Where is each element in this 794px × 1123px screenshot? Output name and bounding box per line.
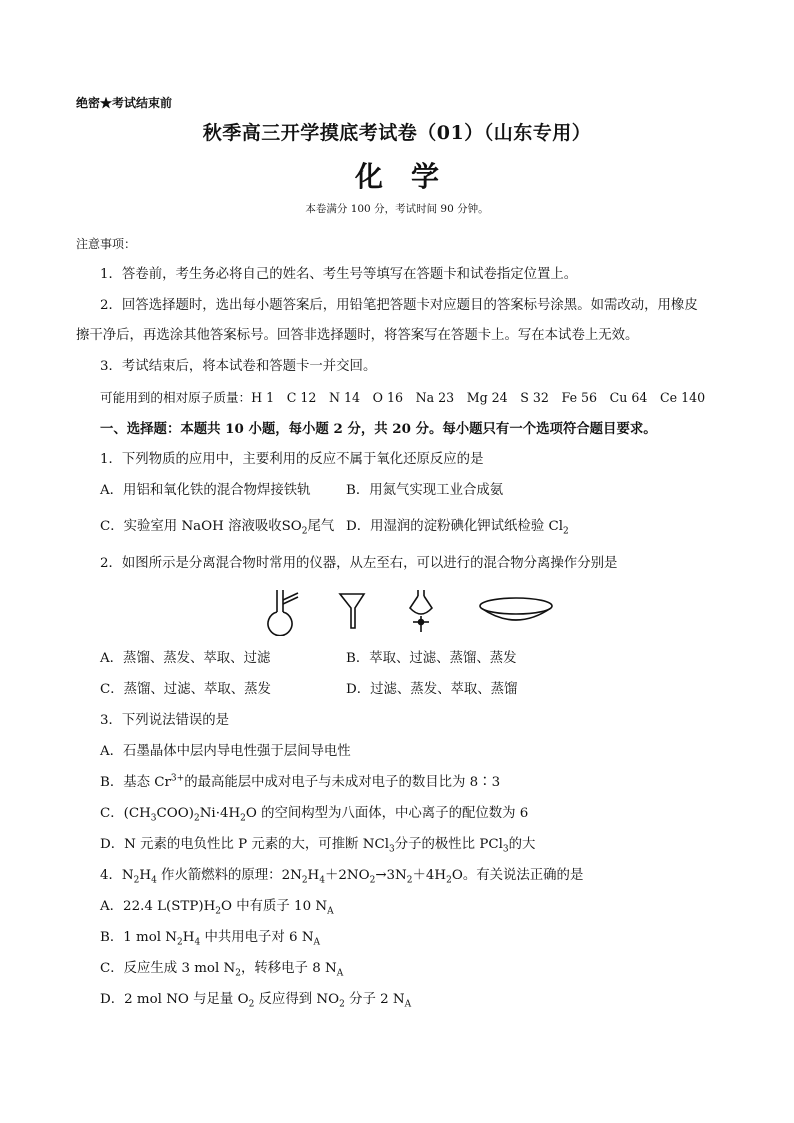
q4-option-d xyxy=(100,991,411,1009)
q4-stem xyxy=(100,867,583,885)
q4-c-t1: C．反应生成 3 mol N xyxy=(100,961,236,976)
q1-option-d xyxy=(346,518,569,536)
top-secret-label: 绝密★考试结束前 xyxy=(76,96,173,110)
q4-t6: →3N xyxy=(375,868,407,883)
q4-t3: 作火箭燃料的原理：2N xyxy=(156,868,302,883)
q1-c-text-end: 尾气 xyxy=(307,519,335,534)
q4-t5: ＋2NO xyxy=(324,868,370,883)
q4-d-s1: 2 xyxy=(248,999,255,1010)
exam-title: 秋季高三开学摸底考试卷（01）（山东专用） xyxy=(202,122,592,144)
q4-a-s1: 2 xyxy=(215,906,221,917)
q3-c-t1: C．(CH xyxy=(100,806,151,821)
q1-c-sub: 2 xyxy=(301,526,308,537)
q3-option-d xyxy=(100,836,535,854)
q4-t8: O。有关说法正确的是 xyxy=(451,868,584,883)
q3-stem: 3．下列说法错误的是 xyxy=(100,713,230,728)
apparatus-figure xyxy=(0,588,794,636)
q4-option-a xyxy=(100,898,334,916)
q1-option-b: B．用氮气实现工业合成氨 xyxy=(346,483,504,498)
subject-char-1: 化 xyxy=(354,160,383,193)
q4-d-s2: 2 xyxy=(339,999,345,1010)
distillation-flask-icon xyxy=(268,590,298,636)
q1-option-c xyxy=(100,518,334,536)
q1-d-sub: 2 xyxy=(563,526,569,537)
q4-d-t2: 反应得到 NO xyxy=(254,992,340,1007)
q4-option-c xyxy=(100,960,343,978)
q3-d-s1: 3 xyxy=(388,844,395,855)
notice-item-1: 1．答卷前，考生务必将自己的姓名、考生号等填写在答题卡和试卷指定位置上。 xyxy=(100,267,578,282)
q4-s6: 2 xyxy=(406,875,413,886)
q3-d-t2: 分子的极性比 PCl xyxy=(394,837,503,852)
q3-option-a: A．石墨晶体中层内导电性强于层间导电性 xyxy=(100,744,351,759)
q3-d-t1: D．N 元素的电负性比 P 元素的大，可推断 NCl xyxy=(100,837,389,852)
q3-c-s1: 3 xyxy=(150,813,157,824)
q4-d-t3: 分子 2 N xyxy=(344,992,405,1007)
q4-s4: 4 xyxy=(319,875,325,886)
section-1-heading: 一、选择题：本题共 10 小题，每小题 2 分，共 20 分。每小题只有一个选项符合题目要求。 xyxy=(100,421,657,437)
q3-c-t3: Ni·4H xyxy=(199,806,241,821)
q3-d-s2: 3 xyxy=(502,844,509,855)
q3-b-text-end: 的最高能层中成对电子与未成对电子的数目比为 8∶3 xyxy=(184,775,501,790)
subject-title xyxy=(0,160,794,194)
q4-d-t1: D．2 mol NO 与足量 O xyxy=(100,992,249,1007)
q1-d-text: D．用湿润的淀粉碘化钾试纸检验 Cl xyxy=(346,519,563,534)
q4-d-s3: A xyxy=(404,999,412,1010)
q3-d-t3: 的大 xyxy=(508,837,536,852)
q3-b-sup: 3+ xyxy=(170,773,185,784)
q4-b-s3: A xyxy=(313,937,321,948)
q3-c-t2: COO) xyxy=(156,806,194,821)
evaporating-dish-icon xyxy=(480,598,552,620)
subject-char-2: 学 xyxy=(411,160,440,193)
q3-option-b xyxy=(100,774,500,792)
q2-stem: 2．如图所示是分离混合物时常用的仪器，从左至右，可以进行的混合物分离操作分别是 xyxy=(100,556,618,571)
q1-option-a: A．用铝和氧化铁的混合物焊接铁轨 xyxy=(100,483,311,498)
q4-c-t2: ，转移电子 8 N xyxy=(240,961,337,976)
q4-a-t2: O 中有质子 10 N xyxy=(221,899,328,914)
notice-item-3: 3．考试结束后，将本试卷和答题卡一并交回。 xyxy=(100,359,377,374)
q3-c-s3: 2 xyxy=(240,813,246,824)
q2-option-d: D．过滤、蒸发、萃取、蒸馏 xyxy=(346,682,518,697)
q3-c-t4: O 的空间构型为八面体，中心离子的配位数为 6 xyxy=(245,806,529,821)
separatory-funnel-icon xyxy=(410,590,432,632)
q3-b-text: B．基态 Cr xyxy=(100,775,171,790)
q4-a-s2: A xyxy=(327,906,334,917)
q4-b-s2: 4 xyxy=(194,937,201,948)
q4-s7: 2 xyxy=(446,875,452,886)
q4-b-t2: H xyxy=(182,930,195,945)
q4-a-t1: A．22.4 L(STP)H xyxy=(100,899,216,914)
q2-option-b: B．萃取、过滤、蒸馏、蒸发 xyxy=(346,651,517,666)
q4-t4: H xyxy=(307,868,320,883)
atomic-masses: 可能用到的相对原子质量：H 1 C 12 N 14 O 16 Na 23 Mg 24 S 32 Fe 56 Cu 64 Ce 140 xyxy=(100,390,706,405)
q4-t1: 4．N xyxy=(100,868,134,883)
q4-t7: ＋4H xyxy=(412,868,447,883)
q2-option-c: C．蒸馏、过滤、萃取、蒸发 xyxy=(100,682,271,697)
q4-b-t1: B．1 mol N xyxy=(100,930,178,945)
q4-t2: H xyxy=(139,868,152,883)
exam-info: 本卷满分 100 分，考试时间 90 分钟。 xyxy=(305,203,489,215)
notice-heading: 注意事项： xyxy=(76,237,137,251)
q4-c-s2: A xyxy=(336,968,344,979)
q4-s2: 4 xyxy=(151,875,157,886)
funnel-icon xyxy=(340,594,364,628)
notice-item-2-line-2: 擦干净后，再选涂其他答案标号。回答非选择题时，将答案写在答题卡上。写在本试卷上无效。 xyxy=(76,328,639,343)
notice-item-2-line-1: 2．回答选择题时，选出每小题答案后，用铅笔把答题卡对应题目的答案标号涂黑。如需改动，用橡皮 xyxy=(100,298,698,313)
q4-s1: 2 xyxy=(133,875,140,886)
q4-b-s1: 2 xyxy=(177,937,183,948)
q4-b-t3: 中共用电子对 6 N xyxy=(200,930,314,945)
q4-s5: 2 xyxy=(369,875,376,886)
q3-c-s2: 2 xyxy=(193,813,200,824)
q1-c-text: C．实验室用 NaOH 溶液吸收SO xyxy=(100,519,302,534)
q4-option-b xyxy=(100,929,320,947)
q4-s3: 2 xyxy=(301,875,308,886)
q1-stem: 1．下列物质的应用中，主要利用的反应不属于氧化还原反应的是 xyxy=(100,452,484,467)
q2-option-a: A．蒸馏、蒸发、萃取、过滤 xyxy=(100,651,271,666)
q3-option-c xyxy=(100,805,528,823)
q4-c-s1: 2 xyxy=(235,968,241,979)
